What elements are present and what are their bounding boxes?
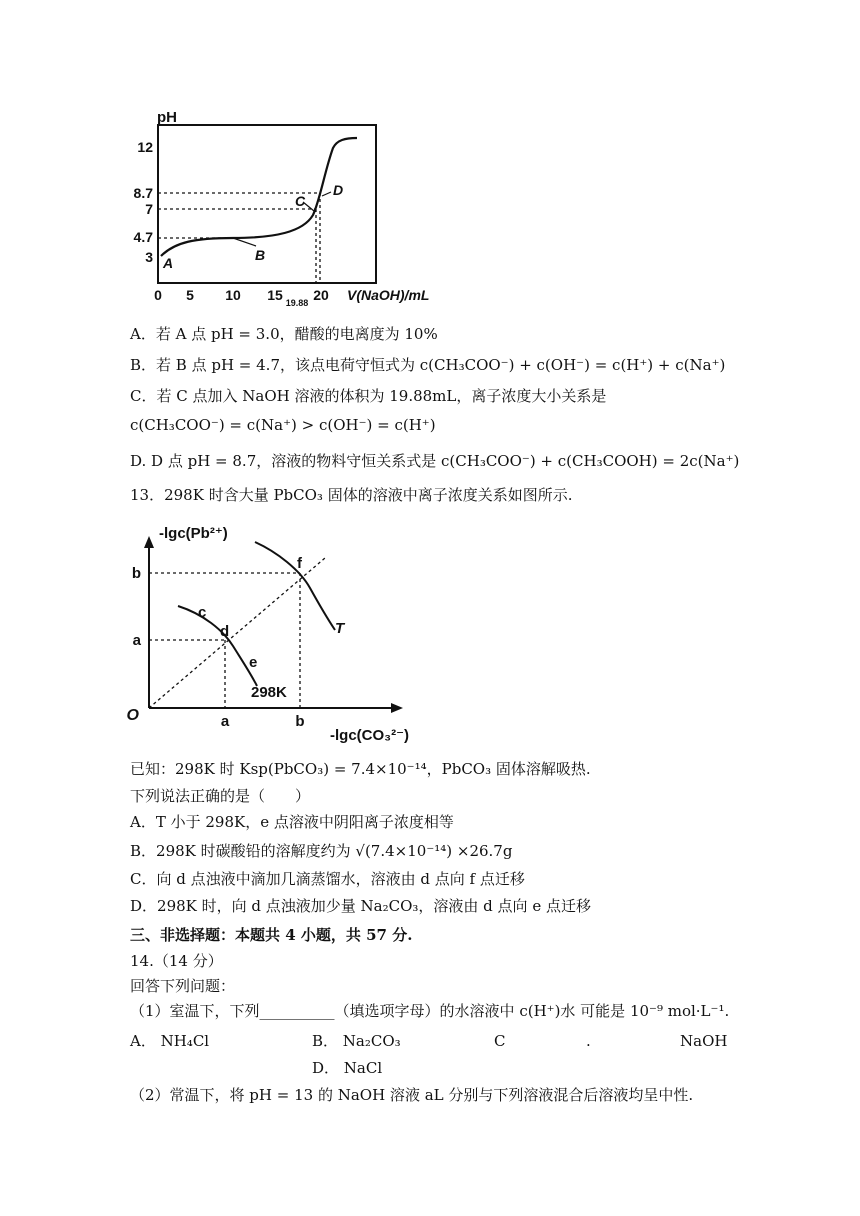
y-tick-12: 12 (137, 139, 153, 155)
q13-option-c: C．向 d 点浊液中滴加几滴蒸馏水，溶液由 d 点向 f 点迁移 (130, 870, 525, 888)
d-leader (322, 192, 331, 196)
x-tick-a: a (220, 713, 230, 730)
q14-part1-option-c-dot: . (586, 1032, 591, 1050)
x-axis-arrow (391, 703, 403, 713)
point-f-label: f (297, 555, 302, 572)
curve-t (255, 542, 335, 630)
b-leader (233, 238, 256, 246)
q12-option-b: B．若 B 点 pH = 4.7，该点电荷守恒式为 c(CH₃COO⁻) + c(OH⁻) = c(H⁺) + c(Na⁺) (130, 356, 726, 374)
y-axis-label: pH (157, 109, 177, 126)
q12-option-a: A．若 A 点 pH = 3.0，醋酸的电离度为 10% (130, 325, 438, 343)
point-c-label: c (198, 604, 207, 621)
diagonal-line (149, 558, 325, 708)
q14-part1-option-c-text: NaOH (680, 1032, 728, 1050)
section3-title: 三、非选择题：本题共 4 小题，共 57 分. (130, 926, 413, 944)
curve-298k-label: 298K (251, 684, 287, 701)
y-tick-8-7: 8.7 (133, 185, 153, 201)
y-axis-arrow (144, 536, 154, 548)
titration-curve-figure (125, 100, 465, 310)
q13-known: 已知：298K 时 Ksp(PbCO₃) = 7.4×10⁻¹⁴，PbCO₃ 固体溶解吸热. (130, 760, 591, 778)
y-tick-4-7: 4.7 (133, 229, 153, 245)
y-axis-label: -lgc(Pb²⁺) (159, 525, 228, 542)
point-a-label: A (163, 255, 174, 271)
point-d-label: D (333, 182, 344, 198)
q14-intro: 回答下列问题： (130, 977, 236, 995)
plot-frame (158, 125, 376, 283)
y-tick-3: 3 (145, 249, 153, 265)
x-axis-label: V(NaOH)/mL (347, 287, 430, 303)
x-tick-15: 15 (267, 287, 283, 303)
x-tick-20: 20 (313, 287, 329, 303)
x-tick-5: 5 (186, 287, 194, 303)
y-tick-a: a (132, 632, 141, 649)
pbco3-equilibrium-figure (125, 518, 425, 743)
q14-part1-option-b: B． Na₂CO₃ (312, 1032, 401, 1050)
point-d-label: d (220, 623, 230, 640)
q14-part1-option-d: D． NaCl (312, 1059, 383, 1077)
point-c-label: C (295, 193, 306, 209)
curve-298k (178, 606, 257, 686)
q14-part1-option-a: A． NH₄Cl (130, 1032, 210, 1050)
y-tick-7: 7 (145, 201, 153, 217)
point-b-label: B (255, 247, 266, 263)
q14-part1: （1）室温下，下列__________（填选项字母）的水溶液中 c(H⁺)水 可能是 10⁻⁹ mol·L⁻¹. (130, 1002, 730, 1020)
x-tick-19-88: 19.88 (285, 298, 309, 308)
q12-option-d: D. D 点 pH = 8.7，溶液的物料守恒关系式是 c(CH₃COO⁻) + c(CH₃COOH) = 2c(Na⁺) (130, 452, 740, 470)
q13-option-d: D．298K 时，向 d 点浊液加少量 Na₂CO₃，溶液由 d 点向 e 点迁移 (130, 897, 591, 915)
q13-option-b: B．298K 时碳酸铅的溶解度约为 √(7.4×10⁻¹⁴) ×26.7g (130, 842, 513, 860)
q13-stem: 13．298K 时含大量 PbCO₃ 固体的溶液中离子浓度关系如图所示. (130, 486, 573, 504)
curve-t-label: T (335, 620, 345, 637)
x-tick-0: 0 (154, 287, 162, 303)
q14-part1-option-c: C (494, 1032, 506, 1050)
q12-option-c-cont: c(CH₃COO⁻) = c(Na⁺) > c(OH⁻) = c(H⁺) (130, 416, 436, 434)
q13-option-a: A．T 小于 298K，e 点溶液中阴阳离子浓度相等 (130, 813, 454, 831)
q13-prompt: 下列说法正确的是（ ） (130, 787, 311, 805)
q14-header: 14.（14 分） (130, 952, 223, 970)
x-axis-label: -lgc(CO₃²⁻) (330, 727, 410, 743)
x-tick-10: 10 (225, 287, 241, 303)
origin-label: O (126, 707, 139, 724)
point-e-label: e (249, 654, 258, 671)
q12-option-c: C．若 C 点加入 NaOH 溶液的体积为 19.88mL，离子浓度大小关系是 (130, 387, 607, 405)
x-tick-b: b (295, 713, 305, 730)
y-tick-b: b (131, 565, 141, 582)
q14-part2: （2）常温下，将 pH = 13 的 NaOH 溶液 aL 分别与下列溶液混合后溶液均呈中性. (130, 1086, 694, 1104)
